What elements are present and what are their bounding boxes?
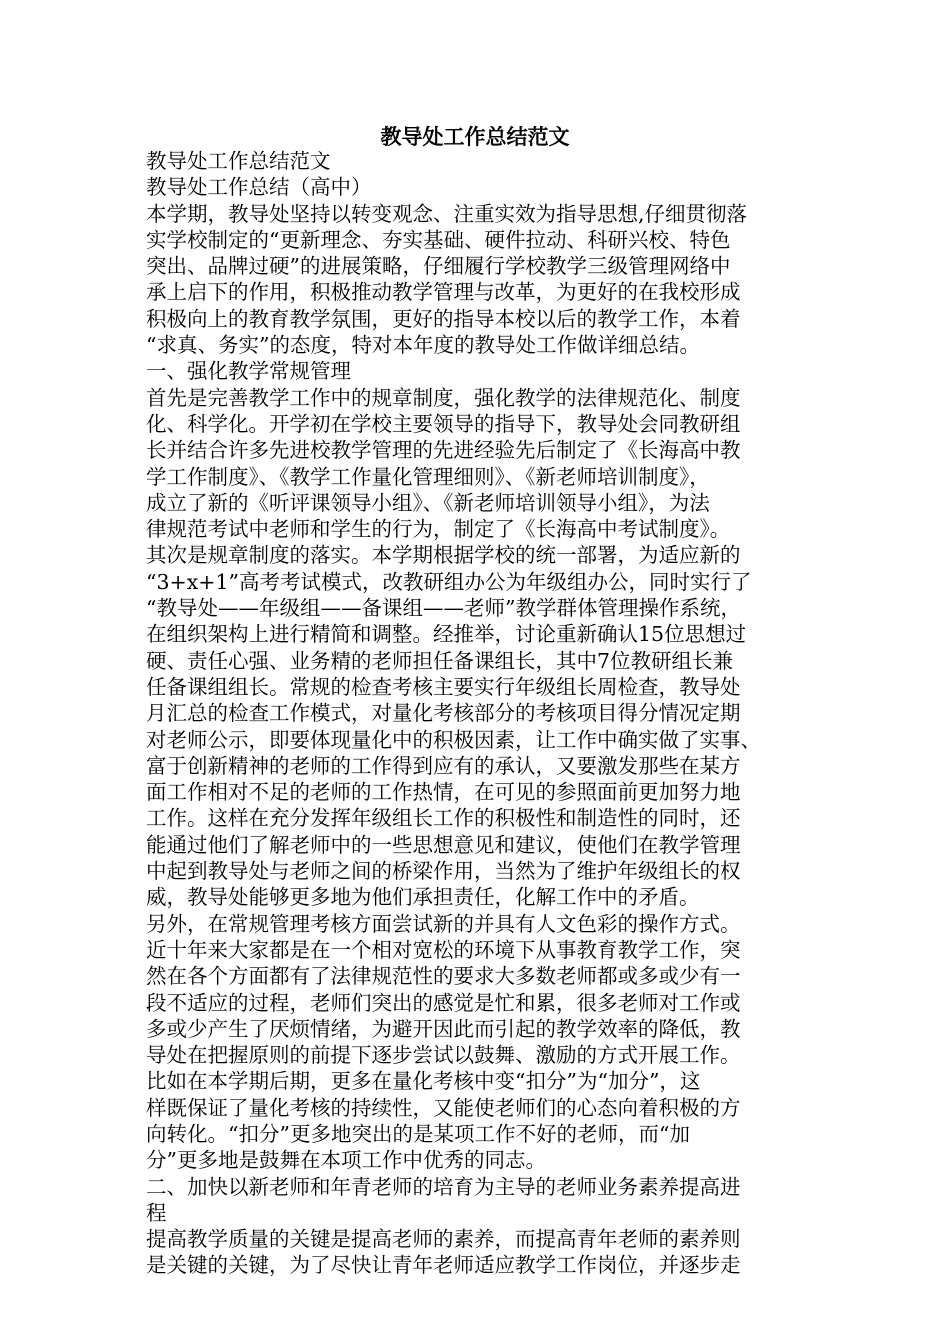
document-title: 教导处工作总结范文 [380, 124, 570, 149]
text-line: 本学期，教导处坚持以转变观念、注重实效为指导思想,仔细贯彻落 [146, 201, 748, 226]
text-line: 然在各个方面都有了法律规范性的要求大多数老师都或多或少有一 [146, 964, 741, 989]
text-line: 向转化。“扣分”更多地突出的是某项工作不好的老师，而“加 [146, 1121, 690, 1146]
text-line: 教导处工作总结范文 [146, 149, 331, 173]
text-line: 学工作制度》、《教学工作量化管理细则》、《新老师培训制度》， [146, 464, 710, 489]
text-line: 首先是完善教学工作中的规章制度，强化教学的法律规范化、制度 [146, 385, 741, 410]
text-line: 突出、品牌过硬”的进展策略，仔细履行学校教学三级管理网络中 [146, 254, 731, 279]
document-body [146, 148, 806, 1279]
text-line: 积极向上的教育教学氛围，更好的指导本校以后的教学工作，本着 [146, 306, 741, 331]
text-line: 在组织架构上进行精简和调整。经推举，讨论重新确认15位思想过 [146, 622, 747, 647]
text-line: 教导处工作总结（高中） [146, 175, 372, 200]
text-line: 面工作相对不足的老师的工作热情，在可见的参照面前更加努力地 [146, 780, 741, 805]
text-line: 其次是规章制度的落实。本学期根据学校的统一部署，为适应新的 [146, 543, 741, 568]
text-line: 富于创新精神的老师的工作得到应有的承认，又要激发那些在某方 [146, 753, 741, 778]
text-line: 对老师公示，即要体现量化中的积极因素，让工作中确实做了实事、 [146, 727, 761, 752]
text-line: 中起到教导处与老师之间的桥梁作用，当然为了维护年级组长的权 [146, 859, 741, 884]
text-line: 任备课组组长。常规的检查考核主要实行年级组长周检查，教导处 [146, 674, 741, 699]
text-line: 近十年来大家都是在一个相对宽松的环境下从事教育教学工作，突 [146, 937, 741, 962]
text-line: “求真、务实”的态度，特对本年度的教导处工作做详细总结。 [146, 333, 700, 358]
text-line: 段不适应的过程，老师们突出的感觉是忙和累，很多老师对工作或 [146, 990, 741, 1015]
text-line: 分”更多地是鼓舞在本项工作中优秀的同志。 [146, 1148, 546, 1173]
text-line: 一、强化教学常规管理 [146, 359, 351, 384]
text-line: 化、科学化。开学初在学校主要领导的指导下，教导处会同教研组 [146, 411, 741, 436]
text-line: 导处在把握原则的前提下逐步尝试以鼓舞、激励的方式开展工作。 [146, 1043, 741, 1068]
text-line: “教导处——年级组——备课组——老师”教学群体管理操作系统， [146, 596, 741, 621]
text-line: 是关键的关键，为了尽快让青年老师适应教学工作岗位，并逐步走 [146, 1253, 741, 1278]
text-line: 另外，在常规管理考核方面尝试新的并具有人文色彩的操作方式。 [146, 911, 741, 936]
text-line: 能通过他们了解老师中的一些思想意见和建议，使他们在教学管理 [146, 832, 741, 857]
text-line: 实学校制定的“更新理念、夯实基础、硬件拉动、科研兴校、特色 [146, 227, 731, 252]
text-line: 工作。这样在充分发挥年级组长工作的积极性和制造性的同时，还 [146, 806, 741, 831]
text-line: “3+x+1”高考考试模式，改教研组办公为年级组办公，同时实行了 [146, 569, 752, 594]
text-line: 样既保证了量化考核的持续性，又能使老师们的心态向着积极的方 [146, 1095, 741, 1120]
text-line: 成立了新的《听评课领导小组》、《新老师培训领导小组》，为法 [146, 490, 710, 515]
text-line: 承上启下的作用，积极推动教学管理与改革，为更好的在我校形成 [146, 280, 741, 305]
text-line: 比如在本学期后期，更多在量化考核中变“扣分”为“加分”，这 [146, 1069, 701, 1094]
text-line: 月汇总的检查工作模式，对量化考核部分的考核项目得分情况定期 [146, 701, 741, 726]
text-line: 威，教导处能够更多地为他们承担责任，化解工作中的矛盾。 [146, 885, 700, 910]
text-line: 多或少产生了厌烦情绪，为避开因此而引起的教学效率的降低，教 [146, 1016, 741, 1041]
text-line: 长并结合许多先进校教学管理的先进经验先后制定了《长海高中教 [146, 438, 741, 463]
text-line: 提高教学质量的关键是提高老师的素养，而提高青年老师的素养则 [146, 1227, 741, 1252]
text-line: 程 [146, 1200, 167, 1225]
text-line: 律规范考试中老师和学生的行为，制定了《长海高中考试制度》。 [146, 517, 731, 542]
text-line: 硬、责任心强、业务精的老师担任备课组长，其中7位教研组长兼 [146, 648, 734, 673]
text-line: 二、加快以新老师和年青老师的培育为主导的老师业务素养提高进 [146, 1174, 741, 1199]
